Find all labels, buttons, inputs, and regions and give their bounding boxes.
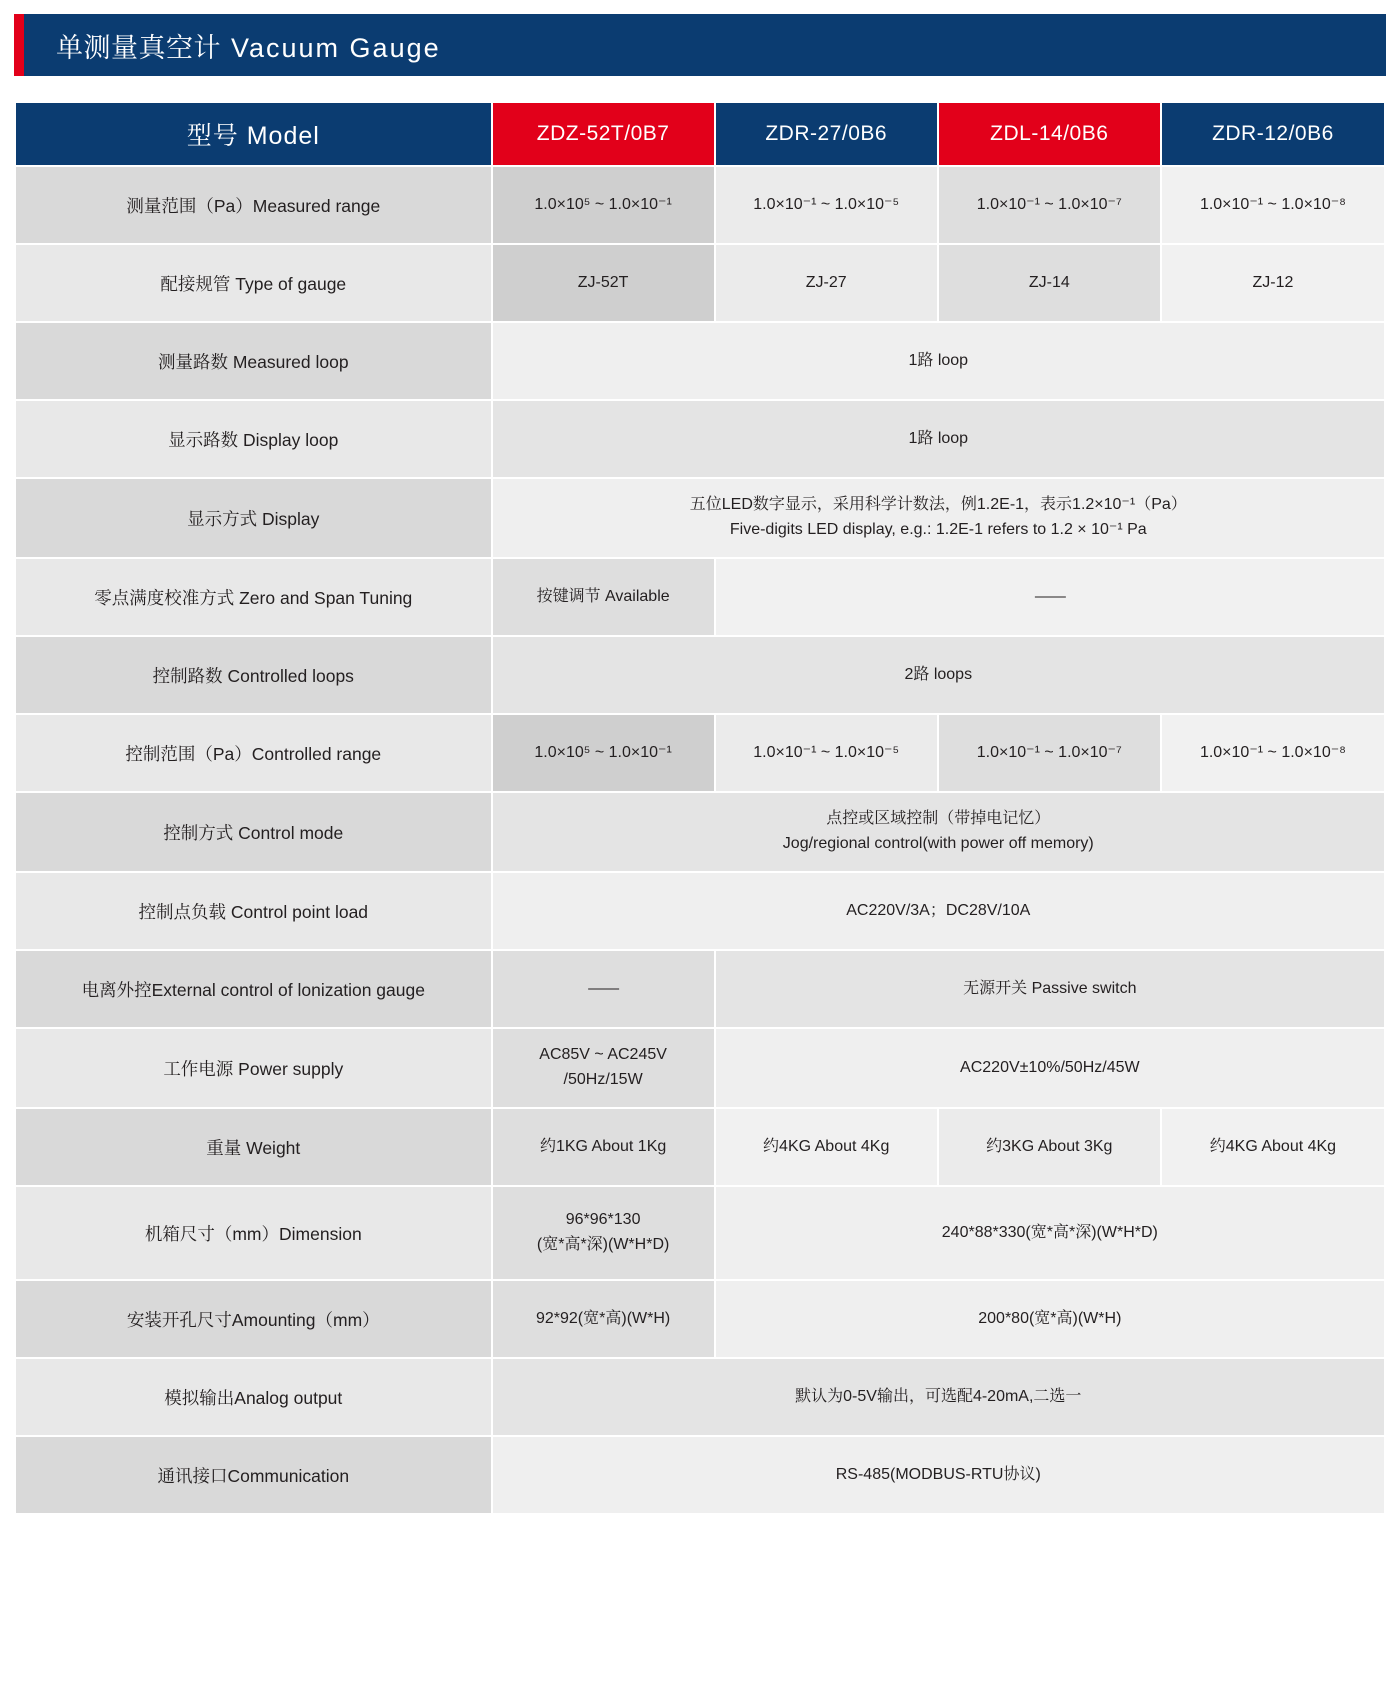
cell-control-point-load-span: AC220V/3A；DC28V/10A (492, 872, 1385, 950)
cell-amounting-rest: 200*80(宽*高)(W*H) (715, 1280, 1385, 1358)
row-label-measured-loop: 测量路数 Measured loop (15, 322, 492, 400)
table-header-row (15, 102, 1385, 166)
cell-type-of-gauge-1: ZJ-52T (492, 244, 715, 322)
table-row (15, 636, 1385, 714)
table-row (15, 478, 1385, 558)
cell-measured-range-2: 1.0×10⁻¹ ~ 1.0×10⁻⁵ (715, 166, 938, 244)
model-header-cn: 型号 (186, 122, 239, 150)
model-header-cell (15, 102, 492, 166)
model-header-en: Model (246, 122, 320, 150)
cell-measured-range-3: 1.0×10⁻¹ ~ 1.0×10⁻⁷ (938, 166, 1161, 244)
column-header-zdl-14: ZDL-14/0B6 (938, 102, 1161, 166)
cell-power-supply-line2: /50Hz/15W (563, 1071, 643, 1088)
cell-weight-3: 约3KG About 3Kg (938, 1108, 1161, 1186)
row-label-controlled-loops: 控制路数 Controlled loops (15, 636, 492, 714)
cell-zero-span-rest: —— (715, 558, 1385, 636)
specifications-table (14, 101, 1386, 1515)
table-row (15, 166, 1385, 244)
row-label-control-mode: 控制方式 Control mode (15, 792, 492, 872)
page-title (24, 26, 441, 65)
row-label-display-loop: 显示路数 Display loop (15, 400, 492, 478)
cell-controlled-loops-span: 2路 loops (492, 636, 1385, 714)
cell-controlled-range-2: 1.0×10⁻¹ ~ 1.0×10⁻⁵ (715, 714, 938, 792)
row-label-weight: 重量 Weight (15, 1108, 492, 1186)
row-label-dimension: 机箱尺寸（mm）Dimension (15, 1186, 492, 1280)
column-header-zdr-12: ZDR-12/0B6 (1161, 102, 1385, 166)
cell-dimension-line1: 96*96*130 (565, 1211, 641, 1229)
cell-weight-4: 约4KG About 4Kg (1161, 1108, 1385, 1186)
row-label-type-of-gauge: 配接规管 Type of gauge (15, 244, 492, 322)
cell-dimension-first (492, 1186, 715, 1280)
table-row (15, 558, 1385, 636)
cell-control-mode-line1: 点控或区域控制（带掉电记忆） (826, 810, 1051, 828)
table-row (15, 714, 1385, 792)
row-label-control-point-load: 控制点负载 Control point load (15, 872, 492, 950)
cell-dimension-rest: 240*88*330(宽*高*深)(W*H*D) (715, 1186, 1385, 1280)
cell-display-loop-span: 1路 loop (492, 400, 1385, 478)
cell-type-of-gauge-4: ZJ-12 (1161, 244, 1385, 322)
row-label-measured-range: 测量范围（Pa）Measured range (15, 166, 492, 244)
table-row (15, 1358, 1385, 1436)
column-header-zdz-52t: ZDZ-52T/0B7 (492, 102, 715, 166)
cell-control-mode-span (492, 792, 1385, 872)
cell-external-control-first: —— (492, 950, 715, 1028)
cell-measured-loop-span: 1路 loop (492, 322, 1385, 400)
cell-dimension-line2: (宽*高*深)(W*H*D) (536, 1236, 670, 1253)
table-row (15, 1108, 1385, 1186)
cell-external-control-rest: 无源开关 Passive switch (715, 950, 1385, 1028)
table-row (15, 1436, 1385, 1514)
page-title-en: Vacuum Gauge (231, 32, 441, 63)
table-row (15, 872, 1385, 950)
cell-power-supply-line1: AC85V ~ AC245V (539, 1046, 667, 1064)
table-row (15, 1028, 1385, 1108)
cell-control-mode-line2: Jog/regional control(with power off memory) (782, 835, 1094, 852)
row-label-communication: 通讯接口Communication (15, 1436, 492, 1514)
column-header-zdr-27: ZDR-27/0B6 (715, 102, 938, 166)
cell-display-line1: 五位LED数字显示，采用科学计数法，例1.2E-1，表示1.2×10⁻¹（Pa） (689, 496, 1187, 514)
cell-measured-range-1: 1.0×10⁵ ~ 1.0×10⁻¹ (492, 166, 715, 244)
cell-type-of-gauge-2: ZJ-27 (715, 244, 938, 322)
cell-controlled-range-1: 1.0×10⁵ ~ 1.0×10⁻¹ (492, 714, 715, 792)
table-row (15, 1186, 1385, 1280)
row-label-amounting: 安装开孔尺寸Amounting（mm） (15, 1280, 492, 1358)
table-row (15, 244, 1385, 322)
cell-controlled-range-3: 1.0×10⁻¹ ~ 1.0×10⁻⁷ (938, 714, 1161, 792)
cell-weight-1: 约1KG About 1Kg (492, 1108, 715, 1186)
cell-amounting-first: 92*92(宽*高)(W*H) (492, 1280, 715, 1358)
row-label-power-supply: 工作电源 Power supply (15, 1028, 492, 1108)
row-label-display: 显示方式 Display (15, 478, 492, 558)
cell-power-supply-rest: AC220V±10%/50Hz/45W (715, 1028, 1385, 1108)
table-row (15, 792, 1385, 872)
table-row (15, 400, 1385, 478)
cell-power-supply-first (492, 1028, 715, 1108)
row-label-external-control: 电离外控External control of lonization gauge (15, 950, 492, 1028)
cell-communication-span: RS-485(MODBUS-RTU协议) (492, 1436, 1385, 1514)
cell-display-span (492, 478, 1385, 558)
page-header (14, 14, 1386, 76)
table-row (15, 322, 1385, 400)
table-row (15, 950, 1385, 1028)
cell-type-of-gauge-3: ZJ-14 (938, 244, 1161, 322)
cell-analog-output-span: 默认为0-5V输出，可选配4-20mA,二选一 (492, 1358, 1385, 1436)
cell-display-line2: Five-digits LED display, e.g.: 1.2E-1 refers to 1.2 × 10⁻¹ Pa (729, 521, 1147, 538)
row-label-analog-output: 模拟输出Analog output (15, 1358, 492, 1436)
cell-controlled-range-4: 1.0×10⁻¹ ~ 1.0×10⁻⁸ (1161, 714, 1385, 792)
cell-zero-span-first: 按键调节 Available (492, 558, 715, 636)
cell-weight-2: 约4KG About 4Kg (715, 1108, 938, 1186)
row-label-controlled-range: 控制范围（Pa）Controlled range (15, 714, 492, 792)
row-label-zero-span-tuning: 零点满度校准方式 Zero and Span Tuning (15, 558, 492, 636)
table-row (15, 1280, 1385, 1358)
cell-measured-range-4: 1.0×10⁻¹ ~ 1.0×10⁻⁸ (1161, 166, 1385, 244)
header-accent-bar (14, 14, 24, 76)
page-title-cn: 单测量真空计 (56, 32, 221, 63)
